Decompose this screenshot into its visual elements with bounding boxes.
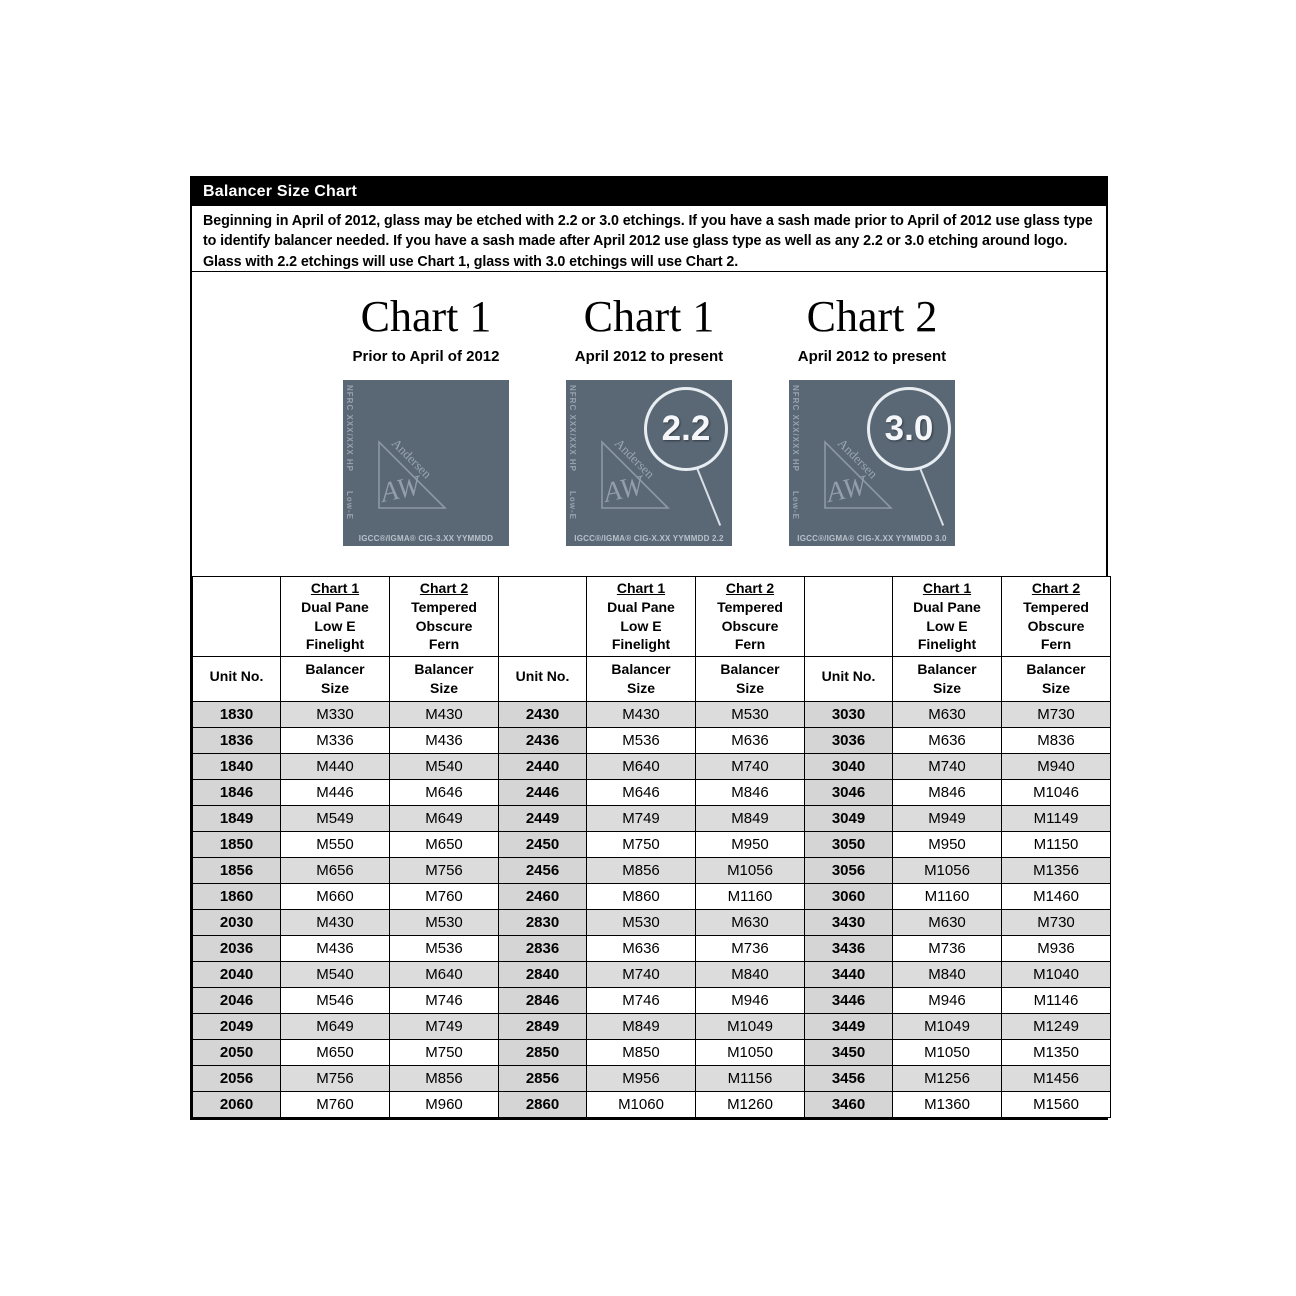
balancer-cell: M550 <box>281 832 390 858</box>
balancer-cell: M946 <box>696 988 805 1014</box>
chart1-column-header: Chart 1 Dual Pane Low E Finelight <box>281 577 390 657</box>
etching-2-2-badge: 2.2 <box>644 387 728 471</box>
balancer-cell: M1049 <box>696 1014 805 1040</box>
unit-cell: 2836 <box>499 936 587 962</box>
unit-cell: 2436 <box>499 728 587 754</box>
unit-cell: 3430 <box>805 910 893 936</box>
balancer-cell: M1149 <box>1002 806 1111 832</box>
unit-cell: 2046 <box>193 988 281 1014</box>
unit-cell: 1849 <box>193 806 281 832</box>
balancer-cell: M636 <box>893 728 1002 754</box>
balancer-cell: M740 <box>696 754 805 780</box>
table-row <box>193 988 1111 1014</box>
header-spacer <box>499 577 587 657</box>
balancer-cell: M1350 <box>1002 1040 1111 1066</box>
table-row <box>193 728 1111 754</box>
balancer-cell: M950 <box>696 832 805 858</box>
balancer-cell: M950 <box>893 832 1002 858</box>
andersen-wordmark: Andersen <box>611 435 658 482</box>
unit-cell: 2850 <box>499 1040 587 1066</box>
balancer-cell: M336 <box>281 728 390 754</box>
balancer-cell: M730 <box>1002 910 1111 936</box>
balancer-cell: M1360 <box>893 1092 1002 1118</box>
unit-cell: 1850 <box>193 832 281 858</box>
andersen-aw-logo <box>361 426 457 522</box>
balancer-cell: M949 <box>893 806 1002 832</box>
table-row <box>193 780 1111 806</box>
header-spacer <box>193 577 281 657</box>
balancer-cell: M646 <box>390 780 499 806</box>
table-row <box>193 936 1111 962</box>
lowe-vertical-text: Low-E <box>791 491 800 521</box>
chart-title: Chart 1 <box>583 292 715 341</box>
aw-mark: AW <box>824 470 869 510</box>
igcc-bottom-text: IGCC®/IGMA® CIG-X.XX YYMMDD 3.0 <box>797 534 947 544</box>
table-header-row-labels <box>193 657 1111 702</box>
igcc-bottom-text: IGCC®/IGMA® CIG-X.XX YYMMDD 2.2 <box>574 534 724 544</box>
unit-cell: 2840 <box>499 962 587 988</box>
balancer-cell: M860 <box>587 884 696 910</box>
table-row <box>193 1014 1111 1040</box>
balancer-cell: M1050 <box>696 1040 805 1066</box>
unit-cell: 3436 <box>805 936 893 962</box>
table-row <box>193 754 1111 780</box>
unit-cell: 1830 <box>193 702 281 728</box>
balancer-cell: M936 <box>1002 936 1111 962</box>
balancer-cell: M740 <box>893 754 1002 780</box>
unit-cell: 2049 <box>193 1014 281 1040</box>
unit-cell: 3056 <box>805 858 893 884</box>
balancer-cell: M440 <box>281 754 390 780</box>
balancer-cell: M746 <box>587 988 696 1014</box>
chart-title: Chart 1 <box>360 292 492 341</box>
balancer-cell: M756 <box>390 858 499 884</box>
balancer-cell: M536 <box>587 728 696 754</box>
etching-3-0-badge: 3.0 <box>867 387 951 471</box>
balancer-cell: M636 <box>696 728 805 754</box>
charts-section <box>192 272 1106 576</box>
balancer-cell: M630 <box>893 910 1002 936</box>
unit-cell: 3050 <box>805 832 893 858</box>
table-row <box>193 962 1111 988</box>
balancer-cell: M1460 <box>1002 884 1111 910</box>
table-row <box>193 1040 1111 1066</box>
table-row <box>193 884 1111 910</box>
chart-column-2 <box>538 294 761 546</box>
lowe-vertical-text: Low-E <box>568 491 577 521</box>
balancer-cell: M960 <box>390 1092 499 1118</box>
balancer-cell: M636 <box>587 936 696 962</box>
balancer-cell: M846 <box>893 780 1002 806</box>
balancer-cell: M856 <box>587 858 696 884</box>
table-header-row-descriptions <box>193 577 1111 657</box>
balancer-cell: M940 <box>1002 754 1111 780</box>
nfrc-vertical-text: NFRC XXX/XXX HP <box>791 385 800 473</box>
balancer-cell: M749 <box>390 1014 499 1040</box>
balancer-cell: M836 <box>1002 728 1111 754</box>
unit-no-header: Unit No. <box>499 657 587 702</box>
chart1-column-header: Chart 1 Dual Pane Low E Finelight <box>893 577 1002 657</box>
balancer-cell: M840 <box>696 962 805 988</box>
chart-subtitle: Prior to April of 2012 <box>352 348 500 366</box>
intro-paragraph: Beginning in April of 2012, glass may be etched with 2.2 or 3.0 etchings. If you have a sash made prior to April of 2012 use glass type to identify balancer needed. If you have a sash made after April 2012 use glass type as well as any 2.2 or 3.0 etching around logo. Glass with 2.2 etchings will use Chart 1, glass with 3.0 etchings will use Chart 2. <box>192 206 1106 272</box>
balancer-size-header: Balancer Size <box>281 657 390 702</box>
balancer-size-header: Balancer Size <box>696 657 805 702</box>
balancer-cell: M746 <box>390 988 499 1014</box>
balancer-cell: M1049 <box>893 1014 1002 1040</box>
balancer-cell: M1056 <box>696 858 805 884</box>
balancer-cell: M649 <box>281 1014 390 1040</box>
balancer-cell: M530 <box>390 910 499 936</box>
unit-cell: 3046 <box>805 780 893 806</box>
unit-cell: 2849 <box>499 1014 587 1040</box>
aw-mark: AW <box>378 470 423 510</box>
balancer-cell: M1160 <box>696 884 805 910</box>
balancer-cell: M630 <box>696 910 805 936</box>
balancer-cell: M430 <box>587 702 696 728</box>
balancer-cell: M1060 <box>587 1092 696 1118</box>
balancer-cell: M1156 <box>696 1066 805 1092</box>
balancer-cell: M536 <box>390 936 499 962</box>
chart-column-1 <box>315 294 538 546</box>
balancer-cell: M649 <box>390 806 499 832</box>
balancer-cell: M1146 <box>1002 988 1111 1014</box>
unit-cell: 2460 <box>499 884 587 910</box>
unit-cell: 2860 <box>499 1092 587 1118</box>
balancer-cell: M946 <box>893 988 1002 1014</box>
header-spacer <box>805 577 893 657</box>
chart2-column-header: Chart 2 Tempered Obscure Fern <box>1002 577 1111 657</box>
balancer-cell: M430 <box>390 702 499 728</box>
balancer-cell: M1046 <box>1002 780 1111 806</box>
table-row <box>193 910 1111 936</box>
glass-etching-image <box>343 380 509 546</box>
balancer-cell: M640 <box>390 962 499 988</box>
balancer-cell: M1560 <box>1002 1092 1111 1118</box>
balancer-cell: M736 <box>893 936 1002 962</box>
unit-cell: 2846 <box>499 988 587 1014</box>
balancer-cell: M650 <box>281 1040 390 1066</box>
unit-cell: 2430 <box>499 702 587 728</box>
chart-subtitle: April 2012 to present <box>574 348 724 366</box>
balancer-cell: M1160 <box>893 884 1002 910</box>
balancer-chart-document <box>190 176 1108 1120</box>
balancer-cell: M756 <box>281 1066 390 1092</box>
unit-no-header: Unit No. <box>193 657 281 702</box>
balancer-cell: M846 <box>696 780 805 806</box>
balancer-cell: M740 <box>587 962 696 988</box>
magnifier-pointer-line <box>696 468 721 526</box>
table-row <box>193 858 1111 884</box>
magnifier-pointer-line <box>919 468 944 526</box>
balancer-cell: M640 <box>587 754 696 780</box>
balancer-cell: M856 <box>390 1066 499 1092</box>
chart1-column-header: Chart 1 Dual Pane Low E Finelight <box>587 577 696 657</box>
unit-cell: 2830 <box>499 910 587 936</box>
table-row <box>193 806 1111 832</box>
unit-cell: 1836 <box>193 728 281 754</box>
chart-subtitle: April 2012 to present <box>797 348 947 366</box>
balancer-cell: M956 <box>587 1066 696 1092</box>
unit-cell: 3036 <box>805 728 893 754</box>
balancer-cell: M656 <box>281 858 390 884</box>
chart-column-3 <box>761 294 984 546</box>
balancer-cell: M1050 <box>893 1040 1002 1066</box>
unit-cell: 3460 <box>805 1092 893 1118</box>
table-body <box>193 702 1111 1118</box>
balancer-cell: M850 <box>587 1040 696 1066</box>
unit-cell: 3030 <box>805 702 893 728</box>
unit-cell: 2446 <box>499 780 587 806</box>
balancer-cell: M530 <box>587 910 696 936</box>
balancer-cell: M849 <box>696 806 805 832</box>
igcc-bottom-text: IGCC®/IGMA® CIG-3.XX YYMMDD <box>358 534 494 544</box>
unit-cell: 2449 <box>499 806 587 832</box>
unit-cell: 2036 <box>193 936 281 962</box>
balancer-cell: M540 <box>390 754 499 780</box>
balancer-cell: M750 <box>587 832 696 858</box>
balancer-cell: M436 <box>281 936 390 962</box>
unit-cell: 1856 <box>193 858 281 884</box>
balancer-cell: M1456 <box>1002 1066 1111 1092</box>
balancer-size-header: Balancer Size <box>1002 657 1111 702</box>
balancer-cell: M750 <box>390 1040 499 1066</box>
balancer-cell: M430 <box>281 910 390 936</box>
balancer-size-header: Balancer Size <box>587 657 696 702</box>
balancer-cell: M1256 <box>893 1066 1002 1092</box>
balancer-cell: M749 <box>587 806 696 832</box>
unit-cell: 1846 <box>193 780 281 806</box>
unit-cell: 2060 <box>193 1092 281 1118</box>
unit-cell: 2050 <box>193 1040 281 1066</box>
table-row <box>193 702 1111 728</box>
unit-cell: 2040 <box>193 962 281 988</box>
chart2-column-header: Chart 2 Tempered Obscure Fern <box>390 577 499 657</box>
balancer-size-header: Balancer Size <box>893 657 1002 702</box>
unit-cell: 2440 <box>499 754 587 780</box>
unit-cell: 2030 <box>193 910 281 936</box>
balancer-cell: M660 <box>281 884 390 910</box>
glass-etching-image <box>566 380 732 546</box>
balancer-cell: M1356 <box>1002 858 1111 884</box>
unit-cell: 2450 <box>499 832 587 858</box>
table-row <box>193 1092 1111 1118</box>
document-title-bar: Balancer Size Chart <box>192 178 1106 206</box>
balancer-cell: M330 <box>281 702 390 728</box>
nfrc-vertical-text: NFRC XXX/XXX HP <box>568 385 577 473</box>
table-row <box>193 1066 1111 1092</box>
balancer-cell: M840 <box>893 962 1002 988</box>
nfrc-vertical-text: NFRC XXX/XXX HP <box>345 385 354 473</box>
unit-cell: 2856 <box>499 1066 587 1092</box>
balancer-cell: M546 <box>281 988 390 1014</box>
unit-cell: 3040 <box>805 754 893 780</box>
unit-no-header: Unit No. <box>805 657 893 702</box>
unit-cell: 3446 <box>805 988 893 1014</box>
balancer-cell: M1056 <box>893 858 1002 884</box>
unit-cell: 3449 <box>805 1014 893 1040</box>
unit-cell: 1860 <box>193 884 281 910</box>
balancer-cell: M1040 <box>1002 962 1111 988</box>
balancer-cell: M1150 <box>1002 832 1111 858</box>
balancer-cell: M436 <box>390 728 499 754</box>
unit-cell: 3456 <box>805 1066 893 1092</box>
balancer-cell: M630 <box>893 702 1002 728</box>
unit-cell: 1840 <box>193 754 281 780</box>
balancer-size-table <box>192 576 1111 1118</box>
chart-title: Chart 2 <box>806 292 938 341</box>
table-row <box>193 832 1111 858</box>
andersen-wordmark: Andersen <box>834 435 881 482</box>
unit-cell: 3049 <box>805 806 893 832</box>
balancer-cell: M530 <box>696 702 805 728</box>
balancer-cell: M1260 <box>696 1092 805 1118</box>
balancer-cell: M540 <box>281 962 390 988</box>
aw-mark: AW <box>601 470 646 510</box>
glass-etching-image <box>789 380 955 546</box>
balancer-cell: M549 <box>281 806 390 832</box>
balancer-cell: M650 <box>390 832 499 858</box>
unit-cell: 2056 <box>193 1066 281 1092</box>
balancer-cell: M760 <box>281 1092 390 1118</box>
balancer-size-header: Balancer Size <box>390 657 499 702</box>
balancer-cell: M849 <box>587 1014 696 1040</box>
balancer-cell: M760 <box>390 884 499 910</box>
balancer-cell: M446 <box>281 780 390 806</box>
chart2-column-header: Chart 2 Tempered Obscure Fern <box>696 577 805 657</box>
andersen-wordmark: Andersen <box>388 435 435 482</box>
balancer-cell: M736 <box>696 936 805 962</box>
unit-cell: 3450 <box>805 1040 893 1066</box>
balancer-cell: M646 <box>587 780 696 806</box>
unit-cell: 2456 <box>499 858 587 884</box>
balancer-cell: M1249 <box>1002 1014 1111 1040</box>
balancer-cell: M730 <box>1002 702 1111 728</box>
lowe-vertical-text: Low-E <box>345 491 354 521</box>
unit-cell: 3060 <box>805 884 893 910</box>
unit-cell: 3440 <box>805 962 893 988</box>
